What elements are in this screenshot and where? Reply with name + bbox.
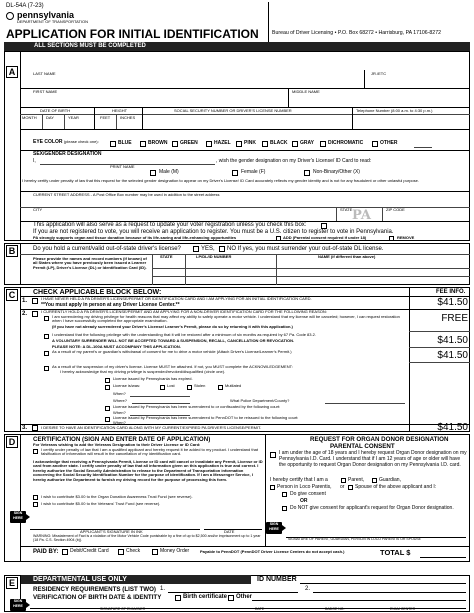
divider xyxy=(20,546,470,547)
pay-card-label: Debit/Credit Card xyxy=(70,548,109,554)
zip-label: ZIP CODE xyxy=(386,207,405,212)
parent-signature-label: SIGNATURE OF PARENT, GUARDIAN, PERSON IN LOCO PARENTIS OR SPOUSE xyxy=(288,537,422,541)
or-label-2: OR xyxy=(300,498,308,504)
nonbinary-label: Non-Binary/Other (X) xyxy=(313,169,360,175)
eye-other-field[interactable] xyxy=(414,147,432,148)
residency-1-label: 1. xyxy=(160,586,166,592)
pay-money-order-checkbox[interactable] xyxy=(152,549,158,555)
section-d-margin xyxy=(20,434,21,562)
birth-certificate-checkbox[interactable] xyxy=(175,595,181,601)
donor-support-text: PA strongly supports organ and tissue donation because of its life-saving and life-enhancing opportunities xyxy=(33,235,237,240)
donor-remove-checkbox[interactable] xyxy=(389,236,394,241)
donor-add-label: ADD (Parental consent required if under 18) xyxy=(283,235,367,240)
parental-consent-title: PARENTAL CONSENT xyxy=(330,443,395,450)
item-2-note2: (If you have not already surrendered your Driver's License/ Learner's Permit, please do so by returning it with this application.) xyxy=(52,324,293,329)
item-2c-note: As a result of my parent's or guardian's withdrawal of consent for me to drive a motor vehicle (Attach Driver's License/Learner's Permit.) xyxy=(52,349,292,354)
dob-label: DATE OF BIRTH xyxy=(40,108,71,113)
residency-1-field[interactable] xyxy=(168,592,298,593)
eye-green-label: GREEN xyxy=(180,140,198,146)
state-label: STATE xyxy=(340,207,353,212)
month-label: MONTH xyxy=(22,115,37,120)
veterans-fund-text: I wish to contribute $5.00 to the Veterans' Trust Fund (see reverse). xyxy=(41,501,161,506)
residency-2-label: 2. xyxy=(305,586,311,592)
ssn-field[interactable] xyxy=(146,116,348,127)
item-2-checkbox[interactable] xyxy=(32,311,38,317)
eye-color-note: (please check one): xyxy=(63,139,99,144)
section-e-letter: E xyxy=(6,577,18,589)
eye-pink-label: PINK xyxy=(244,140,256,146)
middle-name-label: MIDDLE NAME xyxy=(292,89,320,94)
feet-label: FEET xyxy=(100,115,111,120)
sex-i-label: I, xyxy=(33,158,36,164)
day-label: DAY xyxy=(46,115,54,120)
divider xyxy=(409,331,470,332)
ssn-label: SOCIAL SECURITY NUMBER OR DRIVER'S LICENSE NUMBER xyxy=(174,108,292,113)
item-2b-fee: $41.50 xyxy=(437,335,468,346)
prior-row-2[interactable] xyxy=(152,276,470,277)
birth-certificate-label: Birth certificate xyxy=(183,594,228,600)
item-3-checkbox[interactable] xyxy=(32,425,38,431)
eye-black-label: BLACK xyxy=(270,140,288,146)
veteran-text: I certify under penalty of law that I am a qualified applicant and hereby request it be added to my product. I understand that falsification of information will result in the cancellation of my identification card. xyxy=(41,447,259,457)
donor-remove-label: REMOVE xyxy=(397,235,415,240)
outofstate-yes-label: YES, xyxy=(201,246,215,252)
pay-check-label: Check xyxy=(126,548,141,554)
gender-wish-text: , wish the gender designation on my Driver's License/ ID Card to read: xyxy=(216,158,372,164)
page-title: APPLICATION FOR INITIAL IDENTIFICATION xyxy=(6,27,259,41)
agency-name: pennsylvania xyxy=(17,10,75,20)
item-1-number: 1. xyxy=(22,298,28,304)
id-number-label: ID NUMBER xyxy=(257,576,297,583)
jr-etc-label: JR./ETC xyxy=(371,71,387,76)
other-verification-label: Other xyxy=(236,594,253,600)
male-checkbox[interactable] xyxy=(150,170,156,176)
when-label-2: When? xyxy=(113,410,126,415)
outofstate-no-checkbox[interactable] xyxy=(219,246,225,252)
first-name-label: FIRST NAME xyxy=(33,89,58,94)
item-2c-fee: $41.50 xyxy=(437,350,468,361)
sign-here-tab-1: SIGN HERE xyxy=(10,511,26,523)
section-a-letter: A xyxy=(6,66,18,78)
license-was-checkbox[interactable] xyxy=(105,385,110,390)
last-name-label: LAST NAME xyxy=(33,71,56,76)
female-label: Female (F) xyxy=(241,169,266,175)
eye-other-label: OTHER xyxy=(380,140,398,146)
item-2-health-checkbox[interactable] xyxy=(44,316,49,321)
give-consent-checkbox[interactable] xyxy=(282,492,287,497)
applicant-signature-label: APPLICANT'S SIGNATURE IN INK xyxy=(80,529,143,534)
donor-add-checkbox[interactable] xyxy=(276,236,281,241)
outofstate-question: Do you hold a current/valid out-of-state driver's license? xyxy=(33,246,181,252)
item-2b-text: A VOLUNTARY SURRENDER WILL NOT BE ACCEPTED TOWARD A SUSPENSION, RECALL, CANCELLATION OR REVOCATION. xyxy=(52,338,295,343)
section-d-letter: D xyxy=(6,436,18,448)
item-2b-checkbox[interactable] xyxy=(44,334,49,339)
item-1-note: **You must apply in person at any Driver License Center.** xyxy=(41,302,180,308)
license-was-label: License is/was: xyxy=(113,383,141,388)
divider xyxy=(42,114,43,129)
expired-checkbox[interactable] xyxy=(105,378,110,383)
exam-center-label: EXAM CENTER xyxy=(390,607,416,611)
state-value: PA xyxy=(352,208,371,223)
divider xyxy=(20,129,470,130)
eye-gray-label: GRAY xyxy=(300,140,314,146)
divider xyxy=(185,254,186,285)
applicant-date-label: DATE xyxy=(224,529,235,534)
certification-title: CERTIFICATION (SIGN AND ENTER DATE OF APPLICATION) xyxy=(33,436,211,443)
eye-green-checkbox[interactable] xyxy=(172,141,178,147)
examiner-date-label: DATE xyxy=(255,607,265,611)
item-2-text: I CURRENTLY HOLD A PA DRIVER'S LICENSE/PERMIT AND AM APPLYING FOR A NON-DRIVER IDENTIFICATION CARD FOR THE FOLLOWING REASON: xyxy=(41,309,327,314)
examiner-signature-label: SIGNATURE OF EXAMINER xyxy=(100,607,146,611)
eye-black-checkbox[interactable] xyxy=(262,141,268,147)
residency-label: RESIDENCY REQUIREMENTS (LIST TWO) xyxy=(33,586,156,593)
state-col-header: STATE xyxy=(160,254,173,259)
eye-color-label-wrap xyxy=(33,140,99,146)
police-dept-field[interactable] xyxy=(325,403,405,404)
divider xyxy=(352,107,353,129)
height-label: HEIGHT xyxy=(112,108,128,113)
payable-text: Payable to PennDOT (PennDOT Driver License Centers do not accept cash.) xyxy=(200,549,345,554)
total-label: TOTAL $ xyxy=(380,548,411,557)
residency-2-field[interactable] xyxy=(313,592,466,593)
eye-blue-checkbox[interactable] xyxy=(110,141,116,147)
zip-field[interactable] xyxy=(386,213,466,220)
item-1-fee: $41.50 xyxy=(437,297,468,308)
mutilated-label: Mutilated xyxy=(225,383,242,388)
eye-brown-label: BROWN xyxy=(148,140,168,146)
mutilated-checkbox[interactable] xyxy=(218,385,223,390)
verification-label: VERIFICATION OF BIRTH DATE & IDENTITY xyxy=(33,594,162,601)
eye-gray-checkbox[interactable] xyxy=(292,141,298,147)
pay-card-checkbox[interactable] xyxy=(62,549,68,555)
eye-dichromatic-checkbox[interactable] xyxy=(320,141,326,147)
sex-gender-title: SEX/GENDER DESIGNATION xyxy=(33,151,102,157)
agency-dept: DEPARTMENT OF TRANSPORTATION xyxy=(17,19,89,24)
outofstate-no-label: NO If yes, you must surrender your out-of-state DL license. xyxy=(227,246,384,252)
divider xyxy=(142,107,143,129)
warning-text: WARNING: Misstatement of Fact is a violation of the Motor Vehicle Code punishable by a fine of up to $2,500 and/or imprisonment up to 1 year (18 Pa. C.S. Section 4904 (b)). xyxy=(33,534,261,542)
divider xyxy=(276,254,277,285)
voter-text-2: If you are not registered to vote, you will receive an application to register. You must be a U.S. citizen to register to vote in Pennsylvania. xyxy=(33,229,394,235)
departmental-use-banner: DEPARTMENTAL USE ONLY xyxy=(21,575,251,584)
first-name-field[interactable] xyxy=(22,96,282,106)
lp-number-col-header: LP/DL/ID NUMBER xyxy=(196,254,232,259)
divider xyxy=(364,70,365,88)
divider xyxy=(409,362,470,363)
lost-label: Lost xyxy=(167,383,175,388)
divider xyxy=(20,254,470,255)
street-field[interactable] xyxy=(22,198,466,207)
court-surrender-checkbox[interactable] xyxy=(105,406,110,411)
parent-label: Parent, xyxy=(348,477,365,483)
expired-label: License issued by Pennsylvania has expired. xyxy=(113,376,193,381)
item-2d-checkbox[interactable] xyxy=(44,366,49,371)
eye-color-label: EYE COLOR xyxy=(33,139,63,145)
paid-by-label: PAID BY: xyxy=(33,549,59,555)
lost-checkbox[interactable] xyxy=(160,385,165,390)
organ-donor-minor-text: I am under the age of 18 years and I hereby request Organ Donor designation on my Pennsylvania I.D. Card. I understand that if I am 12 years of age or older will have the opportunity to request Organ Donor designation on my Pennsylvania I.D. card. xyxy=(279,450,467,468)
city-field[interactable] xyxy=(22,212,332,220)
last-name-field[interactable] xyxy=(22,77,362,87)
jr-etc-field[interactable] xyxy=(366,77,466,87)
other-verification-checkbox[interactable] xyxy=(228,595,234,601)
veteran-title: For Veterans wishing to add the Veterans Designation to their Driver License or ID Card: xyxy=(33,442,201,447)
veterans-fund-checkbox[interactable] xyxy=(33,502,38,507)
divider xyxy=(152,254,153,285)
other-verification-field[interactable] xyxy=(252,600,466,601)
item-2-fee: FREE xyxy=(441,313,468,324)
parent-certify-text: I hereby certify that I am a xyxy=(270,477,328,483)
guardian-label: Guardian, xyxy=(379,477,401,483)
item-1-checkbox[interactable] xyxy=(32,298,38,304)
where-label: Where? xyxy=(113,398,128,403)
middle-name-field[interactable] xyxy=(290,96,466,106)
phone-field[interactable] xyxy=(356,116,466,127)
guardian-checkbox[interactable] xyxy=(372,478,377,483)
city-label: CITY xyxy=(33,207,43,212)
police-dept-label: What Police Department/County? xyxy=(230,398,290,403)
item-1-text: I HAVE NEVER HELD A PA DRIVER'S LICENSE/PERMIT OR IDENTIFICATION CARD AND I AM APPLYING FOR AN INITIAL IDENTIFICATION CARD. xyxy=(41,296,312,301)
badge-label: BADGE NO. xyxy=(325,607,345,611)
item-2b-note: I understand that the following privilege with the understanding that it will be restored after a minimum of six months as required by 67 Pa. Code 83.2. xyxy=(52,332,316,337)
voter-text-1: This application will also serve as a request to update your voter registration unless you check this box: xyxy=(33,222,307,228)
pay-money-order-label: Money Order xyxy=(160,548,190,554)
stolen-label: Stolen xyxy=(194,383,206,388)
divider xyxy=(116,114,117,129)
item-3-number: 3. xyxy=(22,425,28,431)
stolen-checkbox[interactable] xyxy=(187,385,192,390)
no-consent-label: Do NOT give consent for applicant's request for Organ Donor designation. xyxy=(290,505,454,511)
fee-info-header: FEE INFO. xyxy=(436,289,466,295)
year-label: YEAR xyxy=(68,115,79,120)
divider xyxy=(336,207,337,221)
eye-brown-checkbox[interactable] xyxy=(140,141,146,147)
item-2c-text: PLEASE NOTE: A DL-100A MUST ACCOMPANY THIS APPLICATION. xyxy=(52,344,181,349)
penndot-surrender-label: License issued by Pennsylvania has been surrendered to PennDOT to be reissued to the following court: xyxy=(113,415,299,420)
loco-parentis-checkbox[interactable] xyxy=(270,485,275,490)
form-id: DL-54A (7-23) xyxy=(6,3,44,9)
organ-fund-checkbox[interactable] xyxy=(33,495,38,500)
divider xyxy=(409,347,470,348)
agency-address: Bureau of Driver Licensing • P.O. Box 68272 • Harrisburg, PA 17106-8272 xyxy=(272,30,441,36)
pay-check-checkbox[interactable] xyxy=(118,549,124,555)
nonbinary-checkbox[interactable] xyxy=(304,170,310,176)
item-2d-text: As a result of the suspension of my driver's license. License MUST be attached. If not, you MUST complete the ACKNOWLEDGEMENT: xyxy=(52,364,293,369)
court-surrender-label: License issued by Pennsylvania has been surrendered to or confiscated by the following court: xyxy=(113,404,281,409)
section-c-letter: C xyxy=(6,289,18,301)
sign-here-tab-2: SIGN HERE xyxy=(266,522,282,534)
no-consent-checkbox[interactable] xyxy=(282,506,287,511)
spouse-checkbox[interactable] xyxy=(348,485,353,490)
divider xyxy=(20,114,470,115)
parent-checkbox[interactable] xyxy=(341,478,346,483)
section-b-margin xyxy=(20,243,21,285)
divider xyxy=(64,114,65,129)
keystone-logo-icon xyxy=(6,12,14,20)
divider xyxy=(288,88,289,107)
id-number-field[interactable] xyxy=(300,583,466,584)
phone-label: Telephone Number (8:00 a.m. to 4:30 p.m.) xyxy=(356,108,433,113)
when-label-3: When? xyxy=(113,420,126,425)
sign-here-tab-3: SIGN HERE xyxy=(10,599,26,611)
eye-hazel-checkbox[interactable] xyxy=(206,141,212,147)
when-label-1: When? xyxy=(113,391,126,396)
eye-pink-checkbox[interactable] xyxy=(236,141,242,147)
male-label: Male (M) xyxy=(159,169,179,175)
street-label: CURRENT STREET ADDRESS - A Post Office Box number may be used in addition to the street address xyxy=(33,192,220,197)
header-divider xyxy=(268,2,269,42)
section-c-title: CHECK APPLICABLE BLOCK BELOW: xyxy=(33,289,162,296)
eye-blue-label: BLUE xyxy=(118,140,132,146)
acknowledgement-text: I acknowledge that receiving a Pennsylvania Permit, License or ID card will cancel or invalidate any Permit, License or ID card from another state. I certify under penalty of law that all information given on this application is true and correct. I hereby authorize the Social Security Administration to release to the Department of Transportation information concerning the Social Security Identification Number for the purpose of identification. If I am a Messenger Service, I hereby authorize the Department to furnish my driving record for the purpose of processing this form. xyxy=(33,459,263,482)
eye-other-checkbox[interactable] xyxy=(372,141,378,147)
organ-fund-text: I wish to contribute $3.00 to the Organ Donation Awareness Trust Fund (see reverse). xyxy=(41,494,193,499)
item-3-text: I DESIRE TO HAVE AN IDENTIFICATION CARD ALONG WITH MY CURRENT/EXPIRED PA DRIVER'S LICENSE/PERMIT. xyxy=(41,425,262,430)
eye-color-options xyxy=(110,140,465,149)
outofstate-yes-checkbox[interactable] xyxy=(193,246,199,252)
item-2-number: 2. xyxy=(22,311,28,317)
female-checkbox[interactable] xyxy=(232,170,238,176)
divider xyxy=(94,107,95,129)
gender-certify-text: I hereby certify under penalty of law that this request for the selected gender designation to appear on my Driver's License/ ID Card accurately reflects my gender identity and is not for any fraudulent or other unlawful purpose. xyxy=(22,178,419,183)
item-2-note: I am surrendering my driving privilege for health reasons that may affect my ability to safely operate a motor vehicle. I understand that my license will be canceled; however, I can request restoration when I have successfully completed the appropriate examination. xyxy=(52,314,400,324)
section-a-margin xyxy=(20,51,21,241)
item-2d-note: I hereby acknowledge that my driving privilege is suspended/revoked/disqualified (circle one). xyxy=(60,369,226,374)
organ-donor-minor-checkbox[interactable] xyxy=(270,452,276,458)
item-3-fee: $41.50 xyxy=(437,422,468,433)
veteran-checkbox[interactable] xyxy=(33,449,38,454)
divider xyxy=(20,88,470,89)
prior-name-col-header: NAME (if different than above) xyxy=(318,254,376,259)
eye-dichromatic-label: DICHROMATIC xyxy=(328,140,364,146)
prior-row-1[interactable] xyxy=(152,268,470,269)
eye-hazel-label: HAZEL xyxy=(214,140,231,146)
inches-label: INCHES xyxy=(120,115,136,120)
give-consent-label: Do give consent xyxy=(290,491,326,497)
print-name-label: PRINT NAME xyxy=(110,164,135,169)
all-sections-banner: ALL SECTIONS MUST BE COMPLETED xyxy=(4,42,470,51)
item-2c-checkbox[interactable] xyxy=(44,351,49,356)
penndot-surrender-checkbox[interactable] xyxy=(105,417,110,422)
divider xyxy=(382,207,383,221)
loco-parentis-label: Person in Loco Parentis, xyxy=(277,484,332,490)
or-label: or xyxy=(340,484,345,490)
prior-states-info: Please provide the names and record numbers (if known) of all States where you have previously been issued a Learner Permit (LP), Driver's License (DL) or Identification Card (ID). xyxy=(33,256,147,270)
total-field[interactable] xyxy=(420,557,466,558)
when-field-1[interactable] xyxy=(130,396,190,397)
section-b-letter: B xyxy=(6,245,18,257)
spouse-label: Spouse of the above applicant and I: xyxy=(355,484,437,490)
organ-donor-title: REQUEST FOR ORGAN DONOR DESIGNATION xyxy=(310,436,449,443)
